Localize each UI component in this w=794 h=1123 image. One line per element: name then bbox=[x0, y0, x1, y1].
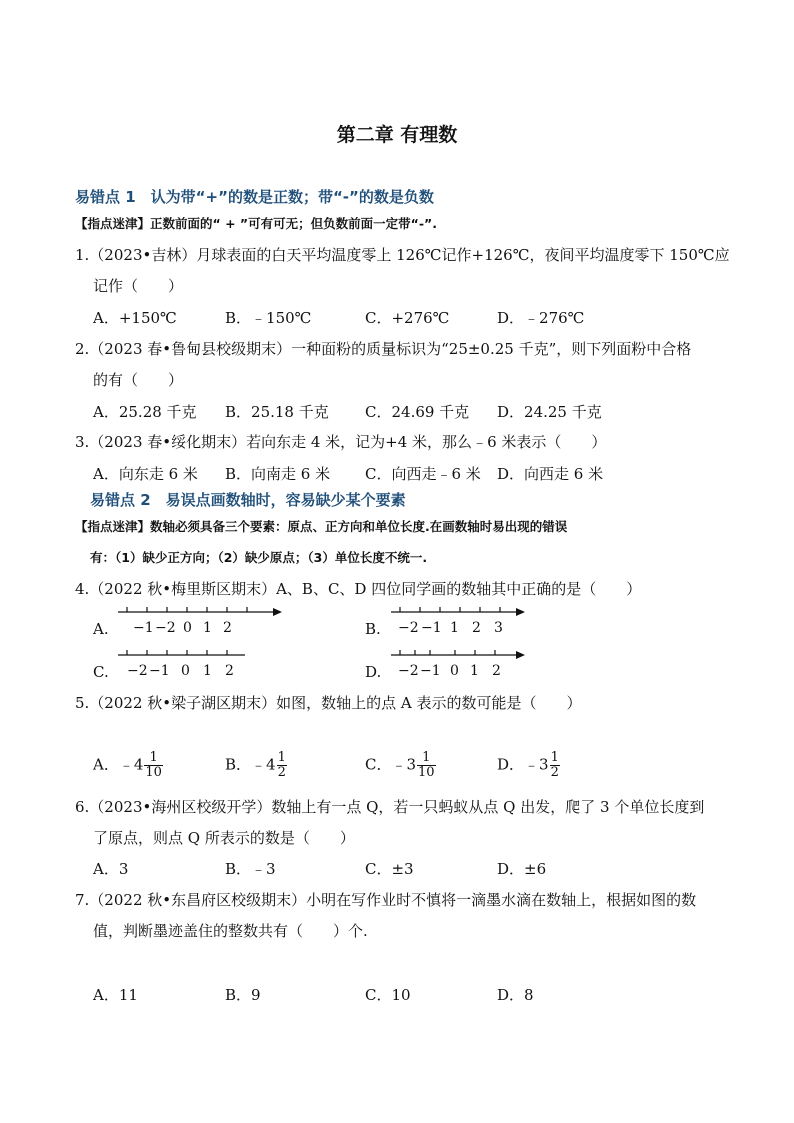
q4-b-tick-label: 1 bbox=[450, 620, 459, 636]
q4-d-tick-label: 0 bbox=[450, 663, 459, 679]
q4-c-tick-label: 1 bbox=[203, 663, 212, 679]
q4-c-tick-label: −1 bbox=[149, 663, 170, 679]
fraction-denominator: 10 bbox=[145, 765, 162, 780]
q5-option-c[interactable] bbox=[365, 751, 436, 780]
q3-option-a[interactable]: A．向东走 6 米 bbox=[93, 465, 198, 483]
q1-option-d[interactable]: D．﹣276℃ bbox=[497, 309, 585, 327]
q2-option-a[interactable]: A．25.28 千克 bbox=[93, 403, 197, 421]
q3-option-d[interactable]: D．向西走 6 米 bbox=[497, 465, 604, 483]
q4-a-tick-label: −1 bbox=[133, 620, 154, 636]
q4-option-c-number-line bbox=[115, 645, 255, 685]
q3-option-b[interactable]: B．向南走 6 米 bbox=[225, 465, 331, 483]
fraction-denominator: 10 bbox=[418, 765, 435, 780]
fraction-numerator: 1 bbox=[144, 751, 163, 766]
fraction-numerator: 1 bbox=[550, 750, 559, 765]
q6-option-b[interactable]: B．﹣3 bbox=[225, 860, 276, 878]
q5-option-d-fraction bbox=[550, 751, 560, 780]
question-2-text: 2.（2023 春•鲁甸县校级期末）一种面粉的质量标识为“25±0.25 千克”，则下列面粉中合格 bbox=[75, 340, 692, 358]
q5-option-b[interactable] bbox=[225, 751, 287, 780]
q5-option-d-prefix: D．﹣3 bbox=[497, 755, 549, 774]
q4-d-tick-label: 2 bbox=[492, 663, 501, 679]
q4-c-tick-label: 2 bbox=[225, 663, 234, 679]
q4-option-c-label[interactable]: C. bbox=[93, 663, 109, 681]
q5-option-a-fraction bbox=[144, 751, 163, 780]
q1-option-c[interactable]: C．+276℃ bbox=[365, 309, 450, 327]
q5-option-a[interactable] bbox=[93, 751, 163, 780]
fraction-numerator: 1 bbox=[417, 751, 436, 766]
question-5-text: 5.（2022 秋•梁子湖区期末）如图，数轴上的点 A 表示的数可能是（ ） bbox=[75, 694, 582, 712]
page-title: 第二章 有理数 bbox=[336, 124, 458, 146]
q5-option-d[interactable] bbox=[497, 751, 560, 780]
q5-option-c-fraction bbox=[417, 751, 436, 780]
q7-option-a[interactable]: A．11 bbox=[93, 986, 138, 1004]
section-tip-2-cont: 有：（1）缺少正方向；（2）缺少原点；（3）单位长度不统一. bbox=[90, 550, 428, 565]
q4-option-d-label[interactable]: D. bbox=[365, 663, 382, 681]
q4-a-tick-label: 0 bbox=[183, 620, 192, 636]
question-4-text: 4.（2022 秋•梅里斯区期末）A、B、C、D 四位同学画的数轴其中正确的是（ ） bbox=[75, 580, 642, 598]
question-2-text-cont: 的有（ ） bbox=[93, 371, 184, 389]
q4-d-tick-label: −1 bbox=[420, 663, 441, 679]
q1-option-a[interactable]: A．+150℃ bbox=[93, 309, 177, 327]
question-6-text-cont: 了原点，则点 Q 所表示的数是（ ） bbox=[93, 829, 355, 847]
q4-d-tick-label: 1 bbox=[470, 663, 479, 679]
q5-option-b-prefix: B．﹣4 bbox=[225, 755, 276, 774]
q4-a-tick-label: 1 bbox=[203, 620, 212, 636]
section-heading-2: 易错点 2 易误点画数轴时，容易缺少某个要素 bbox=[90, 491, 406, 509]
q5-option-c-prefix: C．﹣3 bbox=[365, 755, 417, 774]
section-heading-1: 易错点 1 认为带“+”的数是正数；带“-”的数是负数 bbox=[75, 188, 434, 206]
fraction-denominator: 2 bbox=[550, 765, 559, 780]
q3-option-c[interactable]: C．向西走﹣6 米 bbox=[365, 465, 481, 483]
q7-option-d[interactable]: D．8 bbox=[497, 986, 534, 1004]
q7-option-b[interactable]: B．9 bbox=[225, 986, 261, 1004]
q4-b-tick-label: 2 bbox=[472, 620, 481, 636]
q4-option-b-label[interactable]: B. bbox=[365, 620, 381, 638]
fraction-denominator: 2 bbox=[277, 765, 286, 780]
section-tip-1: 【指点迷津】正数前面的“ + ”可有可无；但负数前面一定带“-”. bbox=[75, 216, 437, 231]
question-6-text: 6.（2023•海州区校级开学）数轴上有一点 Q，若一只蚂蚁从点 Q 出发，爬了 3 个单位长度到 bbox=[75, 798, 705, 816]
q2-option-d[interactable]: D．24.25 千克 bbox=[497, 403, 602, 421]
question-1-text: 1.（2023•吉林）月球表面的白天平均温度零上 126℃记作+126℃，夜间平均温度零下 150℃应 bbox=[75, 246, 730, 264]
q4-option-a-label[interactable]: A. bbox=[93, 620, 109, 638]
q7-option-c[interactable]: C．10 bbox=[365, 986, 411, 1004]
q4-c-tick-label: −2 bbox=[127, 663, 148, 679]
q4-a-tick-label: −2 bbox=[155, 620, 176, 636]
section-tip-2: 【指点迷津】数轴必须具备三个要素：原点、正方向和单位长度.在画数轴时易出现的错误 bbox=[75, 519, 568, 534]
q6-option-d[interactable]: D．±6 bbox=[497, 860, 547, 878]
q4-b-tick-label: 3 bbox=[494, 620, 503, 636]
q4-b-tick-label: −1 bbox=[421, 620, 442, 636]
q4-option-b-number-line bbox=[388, 602, 533, 642]
q5-option-a-prefix: A．﹣4 bbox=[93, 755, 144, 774]
q6-option-a[interactable]: A．3 bbox=[93, 860, 129, 878]
question-7-text: 7.（2022 秋•东昌府区校级期末）小明在写作业时不慎将一滴墨水滴在数轴上，根据如图的数 bbox=[75, 891, 697, 909]
q1-option-b[interactable]: B．﹣150℃ bbox=[225, 309, 312, 327]
q2-option-b[interactable]: B．25.18 千克 bbox=[225, 403, 329, 421]
q4-option-a-number-line bbox=[115, 602, 285, 642]
question-3-text: 3.（2023 春•绥化期末）若向东走 4 米，记为+4 米，那么﹣6 米表示（ ） bbox=[75, 433, 607, 451]
q5-option-b-fraction bbox=[277, 751, 287, 780]
q4-a-tick-label: 2 bbox=[223, 620, 232, 636]
question-1-text-cont: 记作（ ） bbox=[93, 277, 184, 295]
q4-c-tick-label: 0 bbox=[181, 663, 190, 679]
q4-d-tick-label: −2 bbox=[398, 663, 419, 679]
fraction-numerator: 1 bbox=[277, 750, 286, 765]
q4-option-d-number-line bbox=[388, 645, 533, 685]
question-7-text-cont: 值，判断墨迹盖住的整数共有（ ）个. bbox=[93, 922, 368, 940]
q6-option-c[interactable]: C．±3 bbox=[365, 860, 414, 878]
q4-b-tick-label: −2 bbox=[398, 620, 419, 636]
q2-option-c[interactable]: C．24.69 千克 bbox=[365, 403, 470, 421]
